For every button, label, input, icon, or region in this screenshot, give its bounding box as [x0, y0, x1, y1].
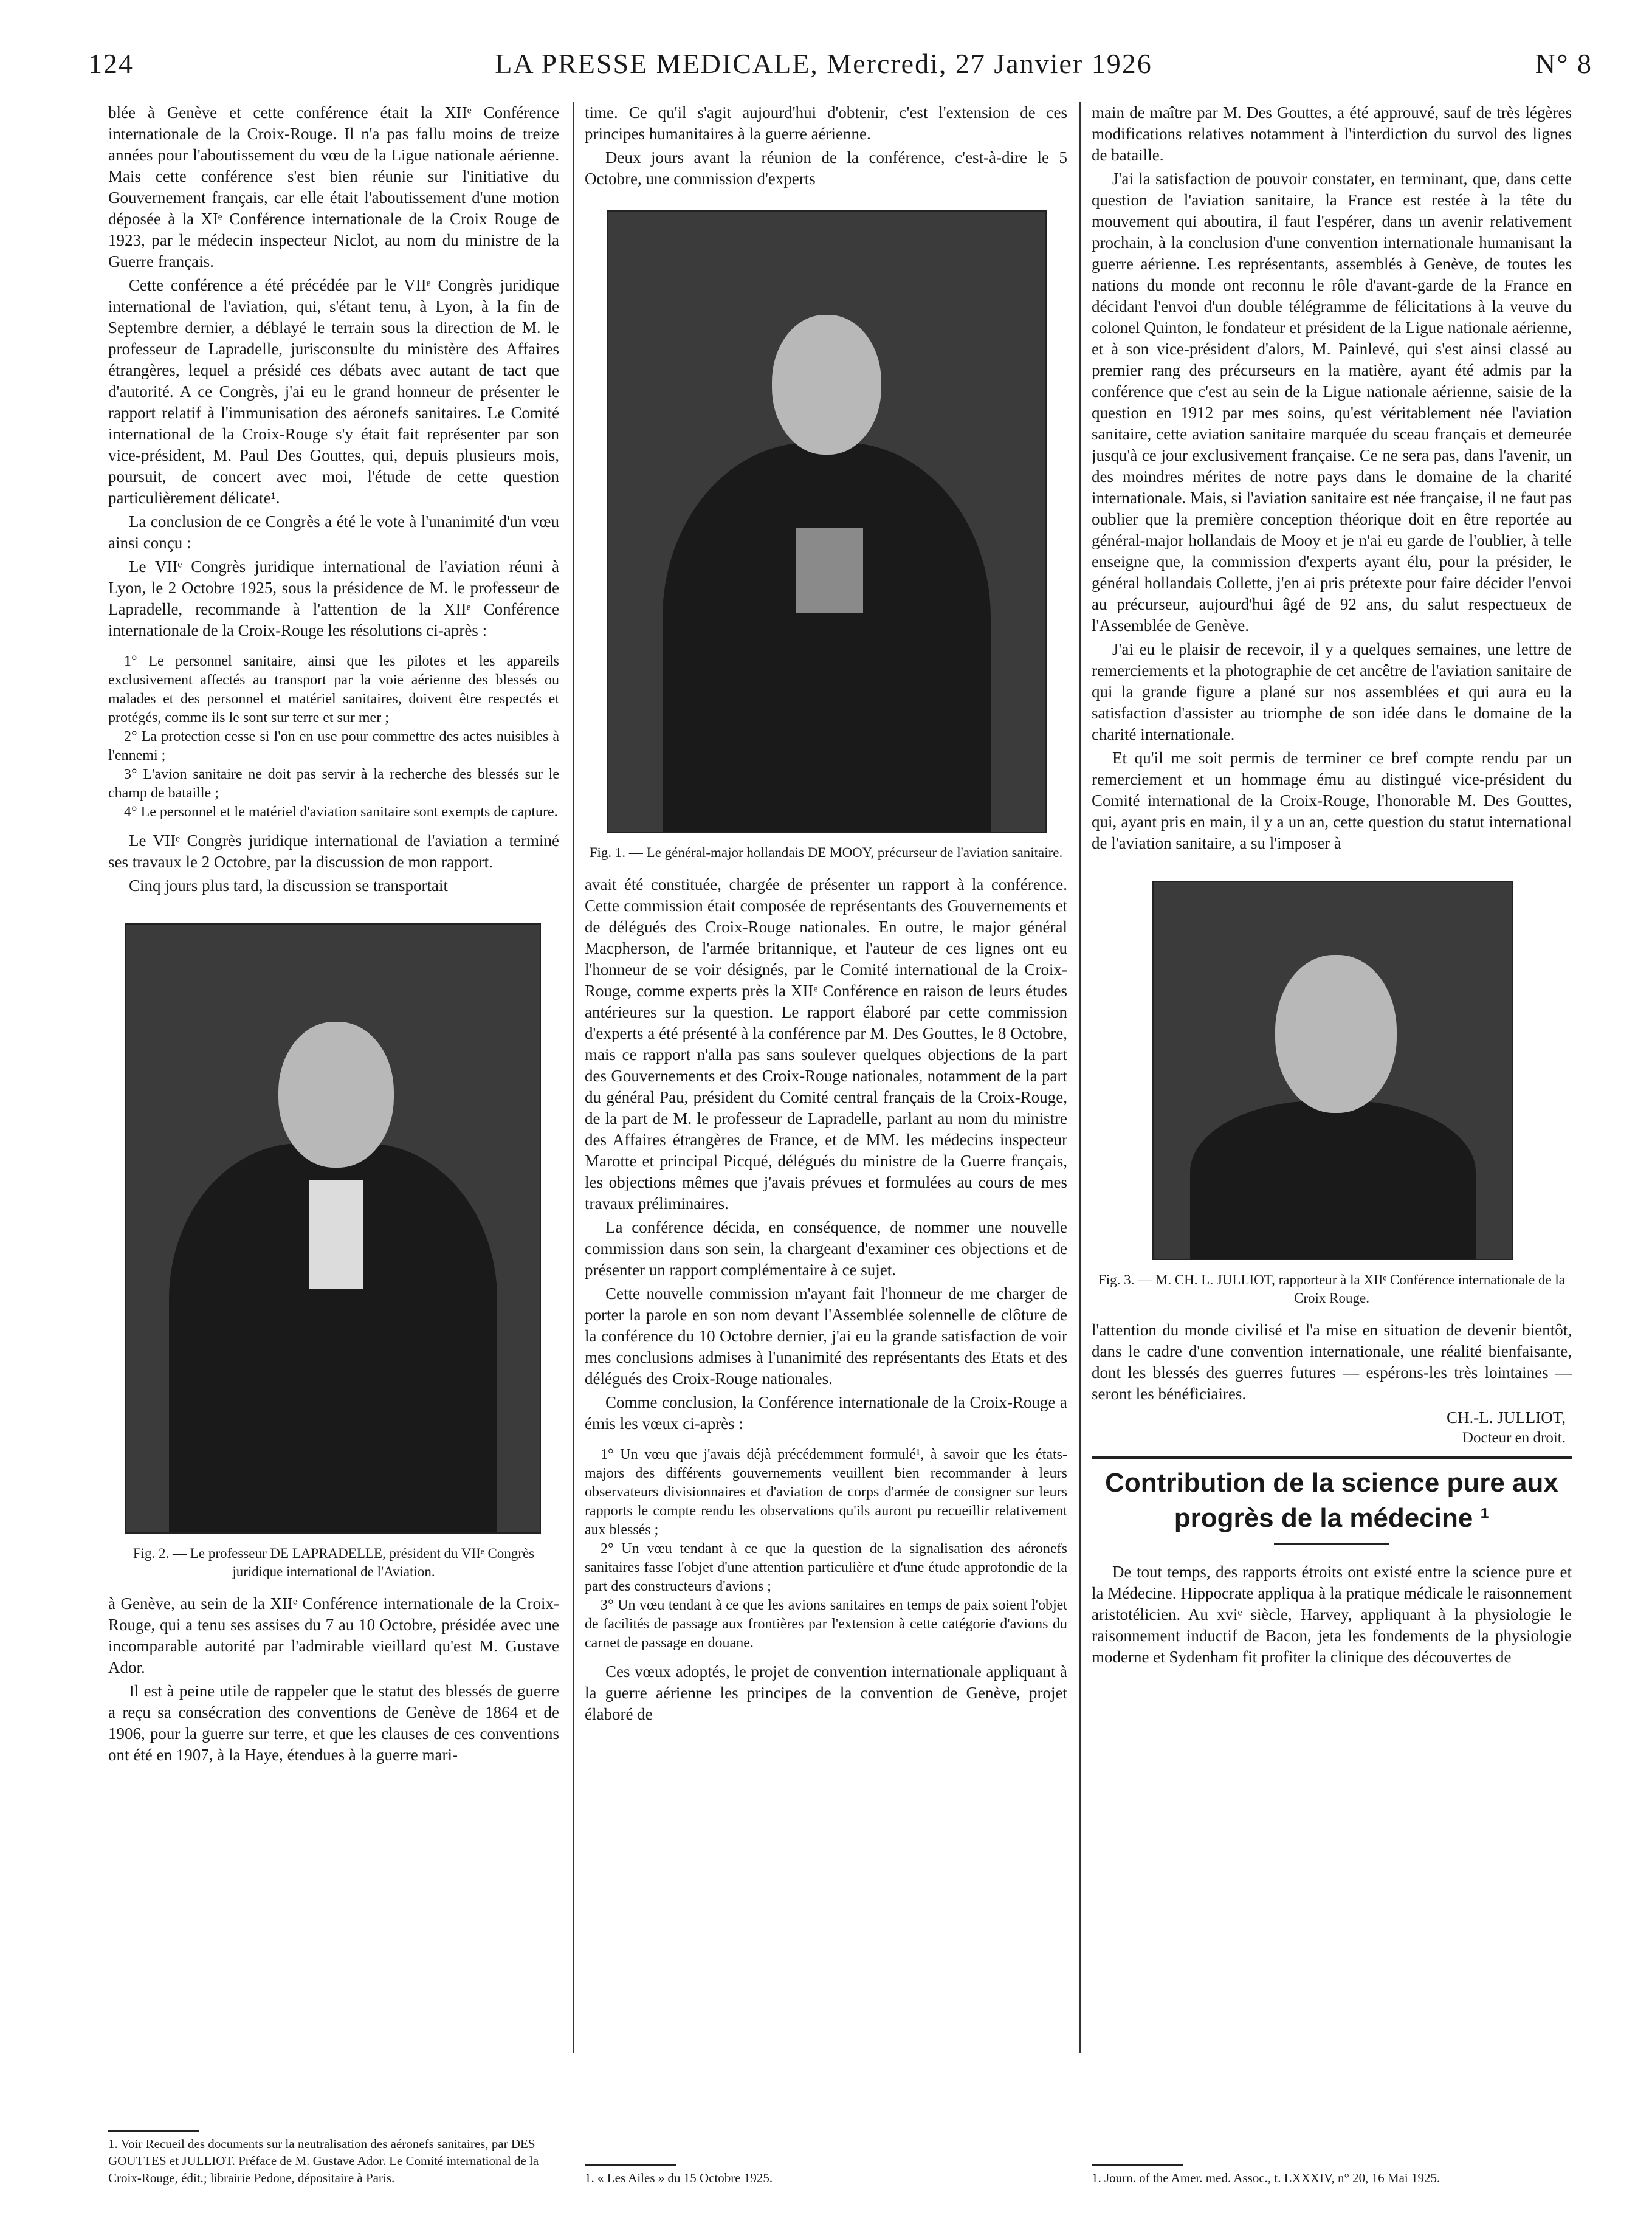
paragraph: La conférence décida, en conséquence, de nommer une nouvelle commission dans son sein, la chargeant d'examiner ces objections et de présenter un rapport complémentaire à ce sujet. [585, 1218, 1067, 1279]
paragraph: J'ai eu le plaisir de recevoir, il y a quelques semaines, une lettre de remerciements et la photographie de cet ancêtre de l'aviation sanitaire de qui la grande figure a plané sur nos assemblées et qui aura eu la satisfaction d'assister au triomphe de son idée dans le domaine de la charité internationale. [1092, 640, 1572, 743]
article-title: Contribution de la science pure aux progrès de la médecine ¹ [1105, 1468, 1558, 1533]
column-3 [1092, 102, 1572, 2186]
article-separator [1092, 1456, 1572, 1459]
figure-caption: Fig. 2. — Le professeur DE LAPRADELLE, président du VIIᵉ Congrès juridique international de l'Aviation. [133, 1546, 535, 1579]
paragraph: Il est à peine utile de rappeler que le statut des blessés de guerre a reçu sa consécration des conventions de Genève de 1864 et de 1906, pour la guerre sur terre, et que les clauses de ces conventions ont été en 1907, à la Haye, étendues à la guerre mari- [108, 1682, 559, 1764]
paragraph: Cette conférence a été précédée par le VIIᵉ Congrès juridique international de l'aviation, qui, s'étant tenu, à Lyon, à la fin de Septembre dernier, a déblayé le terrain sous la direction de M. le professeur de Lapradelle, jurisconsulte du ministère des Affaires étrangères, lequel a présidé ces débats avec autant de tact que d'autorité. A ce Congrès, j'ai eu le grand honneur de présenter le rapport relatif à l'immunisation des aéronefs sanitaires. Le Comité international de la Croix-Rouge s'y était fait représenter par son vice-président, M. Paul Des Gouttes, qui, depuis plusieurs mois, poursuit, de concert avec moi, l'étude de cette question particulièrement délicate¹. [108, 276, 559, 507]
paragraph: main de maître par M. Des Gouttes, a été approuvé, sauf de très légères modifications relatives notamment à l'interdiction du survol des lignes de bataille. [1092, 103, 1572, 164]
column-2 [585, 102, 1067, 2186]
journal-title: LA PRESSE MEDICALE, Mercredi, 27 Janvier 1926 [495, 48, 1152, 79]
footnote [1092, 2164, 1572, 2186]
paragraph: l'attention du monde civilisé et l'a mise en situation de devenir bientôt, dans le cadre d'une convention internationale, une réalité bienfaisante, dont les blessés des guerres futures — espérons-les très lointaines — seront les bénéficiaires. [1092, 1321, 1572, 1403]
list-item: 4° Le personnel et le matériel d'aviation sanitaire sont exempts de capture. [124, 804, 558, 820]
author-title: Docteur en droit. [1462, 1430, 1566, 1446]
column-1 [108, 102, 559, 2186]
paragraph: avait été constituée, chargée de présenter un rapport à la conférence. Cette commission était composée de représentants des Gouvernements et de délégués des Croix-Rouge nationales. En outre, le major général Macpherson, de l'armée britannique, et l'auteur de ces lignes ont eu l'honneur de se voir désignés, par le Comité international de la Croix-Rouge, comme experts près la XIIᵉ Conférence en raison de leurs études antérieures sur la question. Le rapport élaboré par cette commission d'experts a été présenté à la conférence par M. Des Gouttes, le 8 Octobre, mais ce rapport n'alla pas sans soulever quelques objections de la part des Gouvernements et des Croix-Rouge nationales, notamment de la part du général Pau, président du Comité central français de la Croix-Rouge, de la part de M. le professeur de Lapradelle, parlant au nom du ministre des Affaires étrangères de France, et de MM. les médecins inspecteur Marotte et principal Picqué, délégués du ministre de la Guerre français, les objections mêmes que j'avais prévues et formulées au cours de mes travaux préliminaires. [585, 875, 1067, 1213]
paragraph: à Genève, au sein de la XIIᵉ Conférence internationale de la Croix-Rouge, qui a tenu ses assises du 7 au 10 Octobre, présidée avec une incomparable autorité par l'admirable vieillard qu'est M. Gustave Ador. [108, 1594, 559, 1676]
footnote [585, 2164, 1067, 2186]
paragraph: La conclusion de ce Congrès a été le vote à l'unanimité d'un vœu ainsi conçu : [108, 512, 559, 552]
page-header [55, 47, 1592, 90]
paragraph: Le VIIᵉ Congrès juridique international de l'aviation a terminé ses travaux le 2 Octobre, par la discussion de mon rapport. [108, 832, 559, 871]
list-item: 2° La protection cesse si l'on en use pour commettre des actes nuisibles à l'ennemi ; [108, 729, 559, 763]
list-item: 3° L'avion sanitaire ne doit pas servir à la recherche des blessés sur le champ de bataille ; [108, 766, 559, 801]
paragraph: Le VIIᵉ Congrès juridique international de l'aviation réuni à Lyon, le 2 Octobre 1925, sous la présidence de M. le professeur de Lapradelle, recommande à l'attention de la XIIᵉ Conférence internationale de la Croix-Rouge les résolutions ci-après : [108, 557, 559, 639]
list-item: 3° Un vœu tendant à ce que les avions sanitaires en temps de paix soient l'objet de facilités de passage aux frontières par l'extension à cette catégorie d'avions du carnet de passage en douane. [585, 1597, 1067, 1651]
paragraph: Et qu'il me soit permis de terminer ce bref compte rendu par un remerciement et un hommage ému au distingué vice-président du Comité international de la Croix-Rouge, l'honorable M. Des Gouttes, qui, ayant pris en main, il y a un an, cette question du statut international de l'aviation sanitaire, a su l'imposer à [1092, 749, 1572, 852]
paragraph: Cinq jours plus tard, la discussion se transportait [129, 876, 448, 895]
column-rule-1 [573, 102, 574, 2053]
paragraph: Deux jours avant la réunion de la conférence, c'est-à-dire le 5 Octobre, une commission d'experts [585, 148, 1067, 188]
paragraph: Comme conclusion, la Conférence internationale de la Croix-Rouge a émis les vœux ci-après : [585, 1393, 1067, 1433]
column-rule-2 [1079, 102, 1081, 2053]
paragraph: De tout temps, des rapports étroits ont existé entre la science pure et la Médecine. Hippocrate appliqua à la pratique médicale le raisonnement aristotélicien. Au xviᵉ siècle, Harvey, appliquant à la physiologie le raisonnement inductif de Bacon, jeta les fondements de la physiologie moderne et Sydenham fit profiter la clinique des découvertes de [1092, 1563, 1572, 1666]
paragraph: blée à Genève et cette conférence était la XIIᵉ Conférence internationale de la Croix-Rouge. Il n'a pas fallu moins de treize années pour l'aboutissement du vœu de la Ligue nationale aérienne. Mais cette conférence s'est bien réunie sur l'initiative du Gouvernement français, car elle était l'aboutissement d'une motion déposée à la XIᵉ Conférence internationale de la Croix Rouge de 1923, par le médecin inspecteur Niclot, au nom du ministre de la Guerre français. [108, 103, 559, 270]
footnote-text: 1. Journ. of the Amer. med. Assoc., t. LXXXIV, n° 20, 16 Mai 1925. [1092, 2171, 1440, 2185]
list-item: 1° Le personnel sanitaire, ainsi que les pilotes et les appareils exclusivement affectés au transport par la voie aérienne des blessés ou malades et des personnel et matériel sanitaires, doivent être respectés et protégés, comme ils le sont sur terre et sur mer ; [108, 653, 559, 726]
paragraph: time. Ce qu'il s'agit aujourd'hui d'obtenir, c'est l'extension de ces principes humanitaires à la guerre aérienne. [585, 103, 1067, 143]
footnote-text: 1. Voir Recueil des documents sur la neutralisation des aéronefs sanitaires, par DES GOUTTES et JULLIOT. Préface de M. Gustave Ador. Le Comité international de la Croix-Rouge, édit.; librairie Pedone, dépositaire à Paris. [108, 2137, 539, 2185]
figure-caption: Fig. 1. — Le général-major hollandais DE MOOY, précurseur de l'aviation sanitaire. [589, 845, 1063, 860]
portrait-photo-lapradelle [125, 923, 541, 1534]
paragraph: Cette nouvelle commission m'ayant fait l'honneur de me charger de porter la parole en son nom devant l'Assemblée solennelle de clôture de la conférence du 10 Octobre dernier, j'ai eu la grande satisfaction de voir mes conclusions admises à l'unanimité des représentants des Etats et des délégués des Croix-Rouge nationales. [585, 1284, 1067, 1388]
page-number: 124 [88, 48, 134, 79]
list-item: 2° Un vœu tendant à ce que la question de la signalisation des aéronefs sanitaires fasse l'objet d'une attention particulière et d'une étude approfondie de la part des constructeurs d'avions ; [585, 1541, 1067, 1594]
issue-number: N° 8 [1535, 48, 1592, 79]
author-signature: CH.-L. JULLIOT, [1447, 1408, 1566, 1427]
paragraph: Ces vœux adoptés, le projet de convention internationale appliquant à la guerre aérienne les principes de la convention de Genève, projet élaboré de [585, 1662, 1067, 1723]
portrait-photo-de-mooy [607, 210, 1047, 833]
footnote-text: 1. « Les Ailes » du 15 Octobre 1925. [585, 2171, 773, 2185]
title-rule [1274, 1543, 1389, 1545]
footnote [108, 2130, 559, 2186]
portrait-photo-julliot [1152, 881, 1513, 1260]
figure-caption: Fig. 3. — M. CH. L. JULLIOT, rapporteur à la XIIᵉ Conférence internationale de la Croix Rouge. [1098, 1272, 1566, 1306]
list-item: 1° Un vœu que j'avais déjà précédemment formulé¹, à savoir que les états-majors des différents gouvernements veuillent bien recommander à leurs observateurs divisionnaires et d'aviation de corps d'armée de consigner sur leurs rapports le compte rendu les observations qu'ils auront pu recueillir relativement aux blessés ; [585, 1447, 1067, 1538]
paragraph: J'ai la satisfaction de pouvoir constater, en terminant, que, dans cette question de l'aviation sanitaire, la France est restée à la tête du mouvement qui aboutira, il faut l'espérer, dans un avenir relativement prochain, à la conclusion d'une convention internationale humanisant la guerre aérienne. Les représentants, assemblés à Genève, de toutes les nations du monde ont reconnu le rôle d'avant-garde de la France en décidant l'envoi d'un double télégramme de félicitations à la veuve du colonel Quinton, le fondateur et président de la Ligue nationale aérienne, et à son vice-président d'alors, M. Painlevé, qui s'est ainsi classé au premier rang des précurseurs en la matière, ayant été admis par la conférence que c'est au sein de la Ligue nationale aérienne, saisie de la question en 1912 par mes soins, qu'est véritablement née l'aviation sanitaire, cette aviation sanitaire marquée du sceau français et demeurée jusqu'à ce jour exclusivement française. Ce ne sera pas, dans l'avenir, un des moindres mérites de notre pays dans le domaine de la charité internationale. Mais, si l'aviation sanitaire est née française, il ne faut pas oublier que la première conception théorique doit en être reportée au général-major hollandais de Mooy et je n'ai eu garde de l'oublier, à telle enseigne que, la commission d'experts ayant élu, pour la présider, le général hollandais Collette, j'en ai pris prétexte pour faire décider l'envoi au précurseur, aujourd'hui âgé de 92 ans, du salut respectueux de l'Assemblée de Genève. [1092, 170, 1572, 635]
